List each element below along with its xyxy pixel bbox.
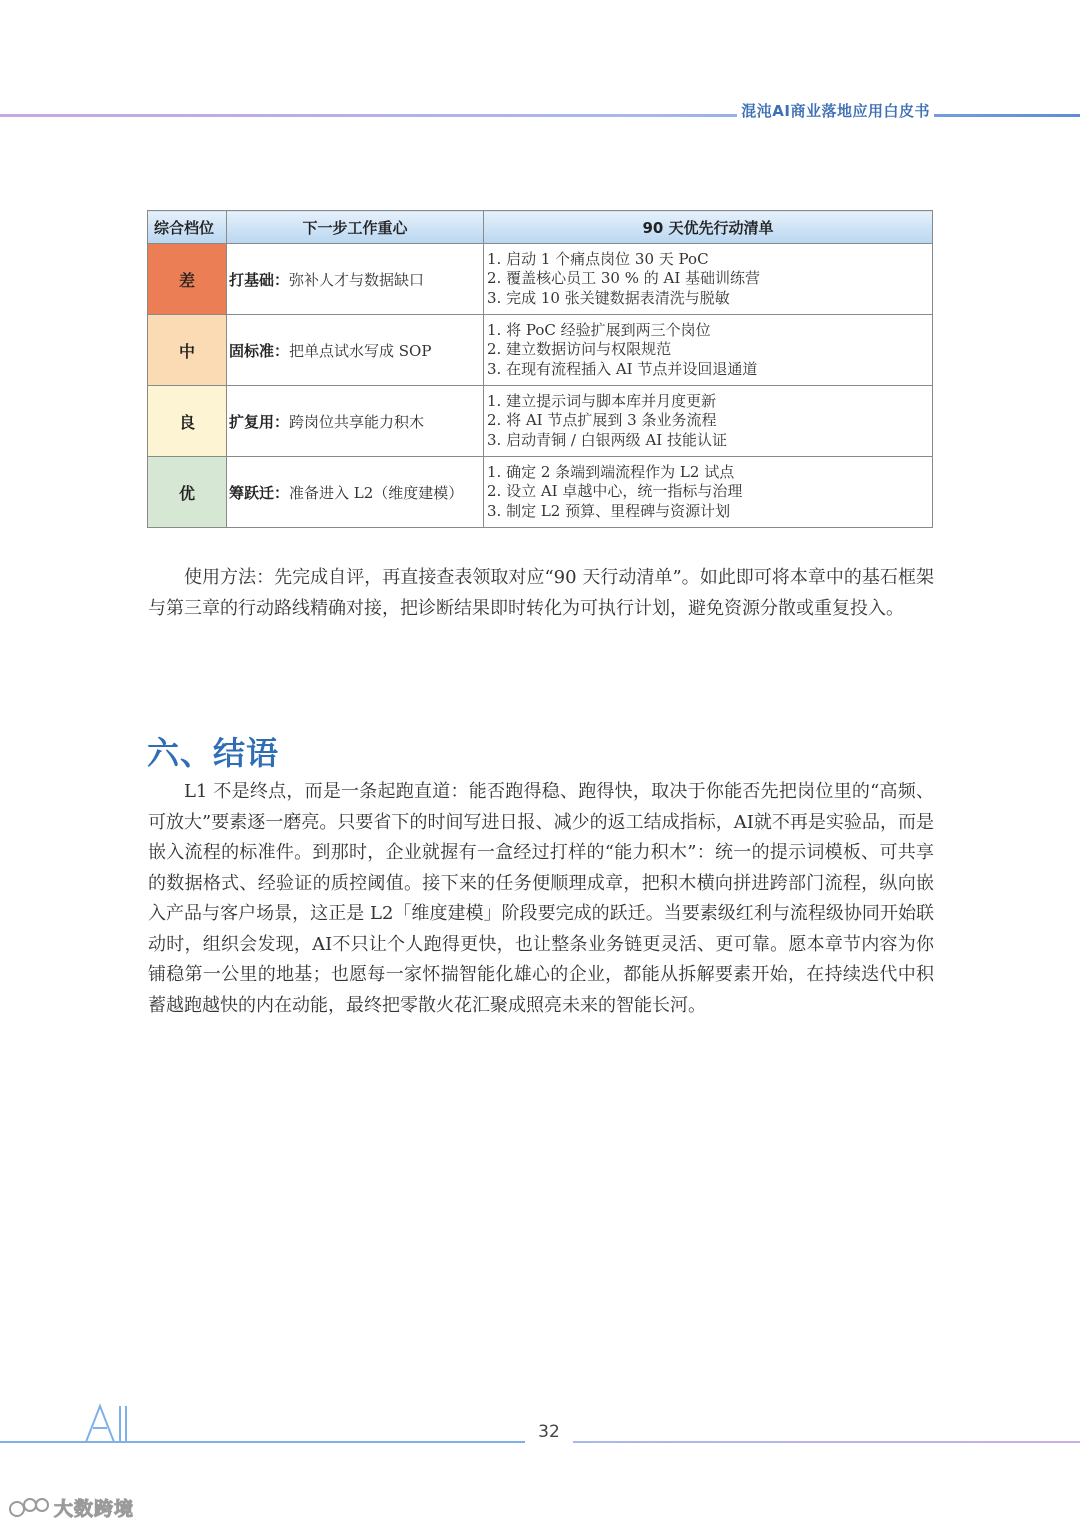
focus-cell — [227, 315, 484, 386]
focus-text: 把单点试水写成 SOP — [289, 341, 432, 360]
action-plan-table — [147, 210, 933, 528]
grade-cell: 中 — [148, 315, 227, 386]
usage-paragraph: 使用方法：先完成自评，再直接查表领取对应“90 天行动清单”。如此即可将本章中的基石框架与第三章的行动路线精确对接，把诊断结果即时转化为可执行计划，避免资源分散或重复投入。 — [148, 567, 934, 619]
watermark — [8, 1492, 134, 1522]
ai-logo-text: AI — [178, 1502, 180, 1503]
action-item: 2. 覆盖核心员工 30 % 的 AI 基础训练营 — [487, 269, 761, 288]
focus-text: 跨岗位共享能力积木 — [289, 412, 425, 431]
actions-cell — [484, 457, 933, 528]
action-item: 2. 建立数据访问与权限规范 — [487, 340, 672, 359]
header-focus: 下一步工作重心 — [227, 211, 484, 244]
focus-cell — [227, 244, 484, 315]
table-row — [148, 244, 933, 315]
action-item: 1. 建立提示词与脚本库并月度更新 — [487, 391, 717, 410]
focus-text: 弥补人才与数据缺口 — [289, 270, 425, 289]
action-item: 3. 完成 10 张关键数据表清洗与脱敏 — [487, 288, 730, 307]
action-item: 1. 启动 1 个痛点岗位 30 天 PoC — [487, 249, 709, 268]
grade-cell: 良 — [148, 386, 227, 457]
grade-cell: 差 — [148, 244, 227, 315]
focus-key: 固标准： — [229, 341, 290, 360]
grade-cell: 优 — [148, 457, 227, 528]
table-row — [148, 386, 933, 457]
actions-cell — [484, 315, 933, 386]
action-item: 1. 确定 2 条端到端流程作为 L2 试点 — [487, 462, 735, 481]
table-header-row — [148, 211, 933, 244]
ai-logo-icon — [78, 1402, 180, 1503]
focus-cell — [227, 386, 484, 457]
actions-cell — [484, 386, 933, 457]
action-item: 2. 将 AI 节点扩展到 3 条业务流程 — [487, 411, 717, 430]
focus-text: 准备进入 L2（维度建模） — [289, 483, 464, 502]
table-row — [148, 315, 933, 386]
actions-cell — [484, 244, 933, 315]
action-item: 2. 设立 AI 卓越中心，统一指标与治理 — [487, 482, 743, 501]
document-title: 混沌AI商业落地应用白皮书 — [737, 100, 934, 121]
header-actions: 90 天优先行动清单 — [484, 211, 933, 244]
watermark-text: 大数跨境 — [54, 1497, 135, 1520]
focus-key: 打基础： — [229, 270, 290, 289]
action-item: 3. 在现有流程插入 AI 节点并设回退通道 — [487, 359, 758, 378]
conclusion-paragraph: L1 不是终点，而是一条起跑直道：能否跑得稳、跑得快，取决于你能否先把岗位里的“高频、可放大”要素逐一磨亮。只要省下的时间写进日报、减少的返工结成指标，AI就不再是实验品，而是嵌入流程的标准件。到那时，企业就握有一盒经过打样的“能力积木”：统一的提示词模板、可共享的数据格式、经验证的质控阈值。接下来的任务便顺理成章，把积木横向拼进跨部门流程，纵向嵌入产品与客户场景，这正是 L2「维度建模」阶段要完成的跃迁。当要素级红利与流程级协同开始联动时，组织会发现，AI不只让个人跑得更快，也让整条业务链更灵活、更可靠。愿本章节内容为你铺稳第一公里的地基；也愿每一家怀揣智能化雄心的企业，都能从拆解要素开始，在持续迭代中积蓄越跑越快的内在动能，最终把零散火花汇聚成照亮未来的智能长河。 — [148, 781, 934, 1016]
focus-key: 扩复用： — [229, 412, 290, 431]
focus-cell — [227, 457, 484, 528]
focus-key: 筹跃迁： — [229, 483, 290, 502]
action-item: 3. 启动青铜 / 白银两级 AI 技能认证 — [487, 430, 727, 449]
watermark-logo-icon — [8, 1494, 50, 1520]
action-item: 3. 制定 L2 预算、里程碑与资源计划 — [487, 501, 731, 520]
table-row — [148, 457, 933, 528]
page-number: 32 — [538, 1422, 560, 1442]
header-grade: 综合档位 — [148, 211, 227, 244]
footer-rule-right — [573, 1441, 1080, 1443]
section-title: 六、结语 — [147, 734, 280, 772]
action-item: 1. 将 PoC 经验扩展到两三个岗位 — [487, 320, 711, 339]
